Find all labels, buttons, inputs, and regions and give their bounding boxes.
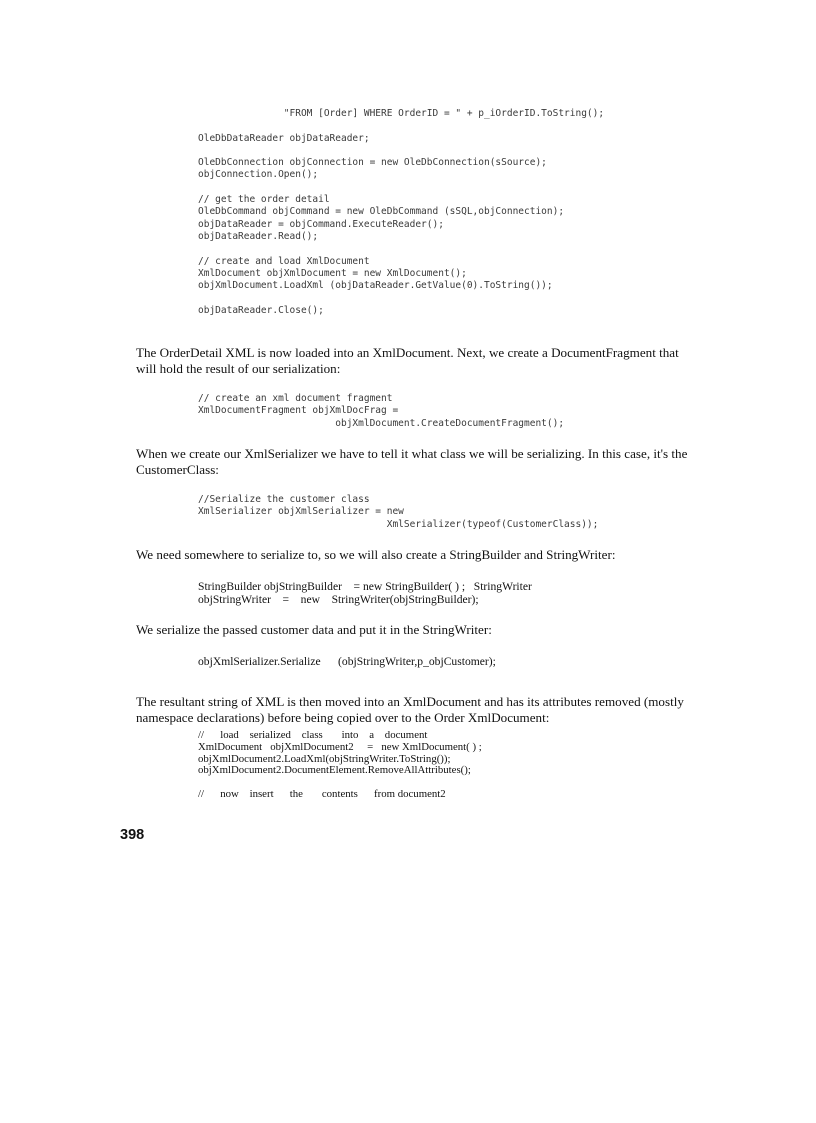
code-line: //Serialize the customer class	[198, 494, 370, 505]
code-line	[198, 182, 604, 194]
code-block-serialize-call	[198, 655, 496, 668]
code-block-load-document2	[198, 730, 482, 801]
code-line: objDataReader.Close();	[198, 304, 324, 316]
code-line: objXmlSerializer.Serialize (objStringWriter,p_objCustomer);	[198, 655, 496, 668]
code-line: objXmlDocument.CreateDocumentFragment();	[198, 417, 565, 429]
code-line: // load serialized class into a document	[198, 729, 428, 741]
code-line	[198, 292, 604, 304]
code-line: StringBuilder objStringBuilder = new StringBuilder( ) ; StringWriter	[198, 580, 532, 593]
code-line: objStringWriter = new StringWriter(objStringBuilder);	[198, 593, 479, 607]
code-line: OleDbConnection objConnection = new OleDbConnection(sSource);	[198, 157, 547, 169]
paragraph-resultant-string: The resultant string of XML is then moved into an XmlDocument and has its attributes removed (mostly namespace declarations) before being copied over to the Order XmlDocument:	[136, 694, 684, 725]
code-line: XmlDocument objXmlDocument2 = new XmlDocument( ) ;	[198, 740, 482, 753]
code-line: objXmlDocument2.DocumentElement.RemoveAllAttributes();	[198, 764, 471, 777]
code-line: // get the order detail	[198, 194, 330, 206]
code-block-order-query	[198, 108, 604, 317]
code-line: // now insert the contents from document2	[198, 787, 446, 800]
paragraph-xmlserializer-class: When we create our XmlSerializer we have to tell it what class we will be serializing. In this case, it's the CustomerClass:	[136, 446, 688, 477]
code-line: objXmlDocument.LoadXml (objDataReader.GetValue(0).ToString());	[198, 280, 553, 292]
paragraph-orderdetail-loaded: The OrderDetail XML is now loaded into an XmlDocument. Next, we create a DocumentFragment that will hold the result of our serialization:	[136, 345, 679, 376]
code-line: "FROM [Order] WHERE OrderID = " + p_iOrderID.ToString();	[198, 108, 605, 119]
code-line: XmlDocument objXmlDocument = new XmlDocument();	[198, 267, 467, 279]
code-line: XmlSerializer(typeof(CustomerClass));	[198, 518, 599, 530]
code-line: // create an xml document fragment	[198, 393, 393, 404]
code-line	[198, 243, 604, 255]
code-block-serializer	[198, 494, 598, 531]
paragraph-stringbuilder: We need somewhere to serialize to, so we will also create a StringBuilder and StringWriter:	[136, 547, 616, 562]
paragraph-serialize-customer: We serialize the passed customer data and put it in the StringWriter:	[136, 622, 492, 637]
code-block-stringwriter	[198, 580, 532, 607]
code-line: // create and load XmlDocument	[198, 255, 370, 267]
code-line: objDataReader = objCommand.ExecuteReader();	[198, 218, 444, 230]
code-line: objDataReader.Read();	[198, 230, 319, 242]
page-number: 398	[120, 827, 145, 843]
code-line: objConnection.Open();	[198, 169, 319, 181]
code-line	[198, 120, 604, 132]
code-line: XmlDocumentFragment objXmlDocFrag =	[198, 405, 399, 417]
code-line	[198, 145, 604, 157]
code-block-document-fragment	[198, 393, 564, 430]
code-line: OleDbCommand objCommand = new OleDbCommand (sSQL,objConnection);	[198, 206, 565, 218]
code-line: OleDbDataReader objDataReader;	[198, 132, 370, 144]
code-line: objXmlDocument2.LoadXml(objStringWriter.ToString());	[198, 752, 451, 765]
code-line: XmlSerializer objXmlSerializer = new	[198, 506, 404, 518]
